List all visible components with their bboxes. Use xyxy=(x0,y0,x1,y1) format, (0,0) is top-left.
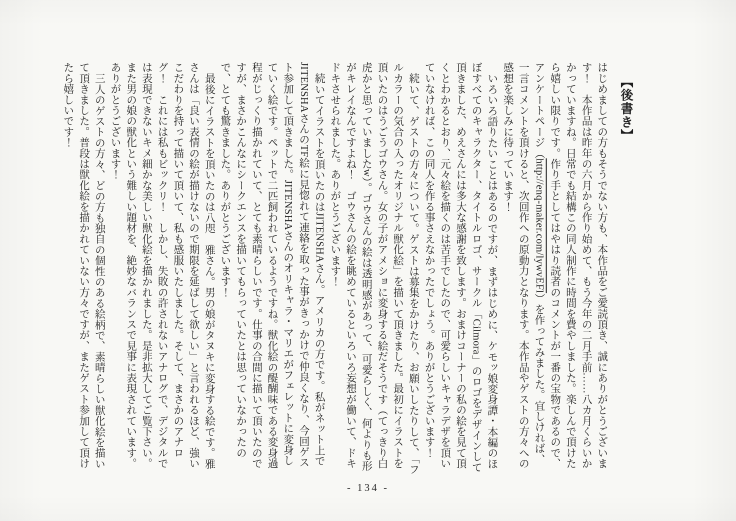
paragraph-2-text-before-url: 本作品は昨年の六月から作り始めて、もう今年の二月手前……八カ月くらいかかっていますね。日常でも結構この同人制作に時間を費やしました。楽しんで頂けたら嬉しい限りです。作り手としてはやはり読者のコメントが一番の宝物であるので、アンケートページ（ xyxy=(533,62,592,469)
paragraph-2-text-after-url: ）を作ってみました。宜しければ、一言コメントを頂けると、次回作への原動力となります。本作品やゲストの方々への感想を楽しみに待っています！ xyxy=(502,62,545,469)
afterword-paragraph-3: いろいろ語りたいことはあるのですが、まずはじめに、ケモッ娘変身譚・本編のほぼすべてのキャラクター、タイトルロゴ、サークル「Cilmora」のロゴをデザインして頂きました、めえさんには多大な感謝を致します。おまけコーナーの私の絵を見て頂くとわかるとおり、元々絵を描くのは苦手でしたので、可愛らしいキャラデザを頂いていなければ、この同人を作る事さえなかったでしょう。ありがとうございます！ xyxy=(423,62,498,473)
afterword-paragraph-1-2 xyxy=(499,62,609,474)
paragraph-separator xyxy=(581,83,592,94)
afterword-title: 【後書き】 xyxy=(619,75,633,143)
afterword-paragraph-5: 続いてイラストを頂いたのはJITENSHAさん。アメリカの方です。私がネット上でJITENSHAさんのTF絵に見惚れて連絡を取った事がきっかけで仲良くなり、今回ゲスト参加して頂きました。JITENSHAさんのオリキャラ・マリエがフェレットに変身していく絵です。ペットで二匹飼われているようですね。獣化絵の醍醐味である変身過程がじっくり描かれていて、とても素晴らしいです。仕事の合間に描いて頂いたのですが、まさかこんなにシークエンスを描いてもらっていたとは思っていなかったので、とても驚きました。ありがとうございます！ xyxy=(219,62,325,469)
paragraph-1-text: はじめましての方もそうでない方も、本作品をご愛読頂き、誠にありがとうございます！ xyxy=(580,62,608,469)
afterword-paragraph-4: 続いて、ゲストの方々について。ゲストは募集をかけたり、お願いしたりして、「フルカラーの気合の入ったオリジナル獣化絵」を描いて頂きました。最初にイラストを頂いたのはうごうゴウさん。女の子がアメショに変身する絵だそうです（てっきり白虎かと思っていましたw）。ゴウさんの絵は透明感があって、可愛らしく、何よりも形がキレイなんですよね！ ゴウさんの絵を眺めているといろいろ妄想が働いて、ドキドキさせられました。ありがとうございます！ xyxy=(329,62,419,474)
enquete-page-url: http://enq-maker.com/lywvEFl xyxy=(533,158,545,294)
afterword-body xyxy=(62,62,643,474)
afterword-paragraph-7: 三人のゲストの方々、どの方も独自の個性のある絵柄で、素晴らしい獣化絵を描いて頂きました。普段は獣化絵を描かれていない方々ですが、またゲスト参加して頂けたら嬉しいです！ xyxy=(62,62,105,469)
afterword-paragraph-6: 最後にイラストを頂いたのは八咫 雅さん。男の娘がタヌキに変身する絵です。雅さんは「良い表情の絵が描けないので期限を延ばして欲しい」と言われるほど、強いこだわりを持って描いて頂いて、私も感服いたしました。そして、まさかのアナログ！ これには私もビックリ！ しかし、失敗の許されないアナログで、デジタルでは表現できないキメ細かな美しい獣化絵を描かれました。是非拡大してご覧下さい。また男の娘の獣化という難しい題材を、絶妙なバランスで見事に表現されています。ありがとうございます！ xyxy=(109,62,215,469)
page-number: - 134 - xyxy=(347,483,389,494)
